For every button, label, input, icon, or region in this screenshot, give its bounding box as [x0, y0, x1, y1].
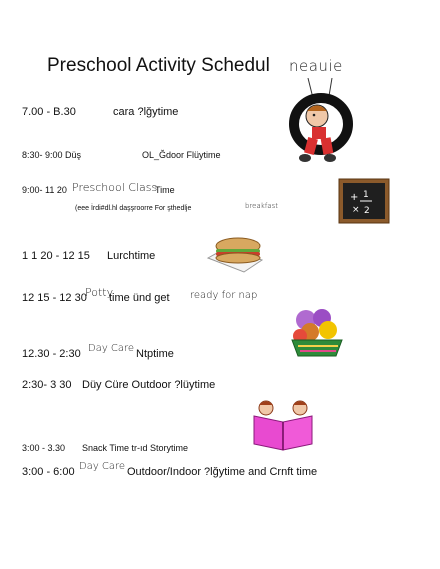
chalkboard-math-icon [338, 178, 390, 224]
row-6-handwritten: Day Care [88, 343, 135, 354]
svg-text:1: 1 [363, 190, 369, 200]
row-8-time: 3:00 - 3.30 [22, 443, 66, 453]
row-6-activity: Ntptime [136, 348, 174, 360]
row-3-handwritten: Preschool Class [72, 181, 158, 194]
svg-text:2: 2 [364, 206, 370, 216]
row-9-handwritten: Day Care [79, 461, 126, 472]
kid-on-tire-swing-icon [284, 78, 356, 170]
row-3-activity: Time [155, 185, 175, 195]
row-2-time: 8:30- 9:00 Düş [22, 150, 82, 160]
svg-text:+: + [350, 192, 359, 203]
row-3-note: (eee İrdi#dl.hl daşşroorre For şthedlje [75, 205, 192, 212]
row-6-time: 12.30 - 2:30 [22, 348, 81, 360]
svg-text:×: × [352, 205, 360, 215]
row-2-activity: OL_Ğdoor Flüytime [142, 150, 221, 160]
row-1-activity: cara ?lğytime [113, 106, 179, 118]
row-5-activity: time ünd get [109, 292, 170, 304]
row-4-activity: Lurchtime [107, 250, 156, 262]
row-5-time: 12 15 - 12 30 [22, 292, 87, 304]
row-5-handwritten: Potty [85, 286, 114, 299]
title-handwritten: neauie [289, 57, 343, 75]
page-title: Preschool Activity Schedul [47, 55, 270, 76]
row-3-note-handwritten: breakfast [245, 202, 278, 210]
row-9-activity: Outdoor/Indoor ?lğytime and Crnft time [127, 466, 318, 478]
row-3-time: 9:00- 11 20 [22, 185, 67, 195]
row-4-time: 1 1 20 - 12 15 [22, 250, 90, 262]
row-1-time: 7.00 - B.30 [22, 106, 76, 118]
sandwich-icon [204, 232, 266, 274]
row-9-time: 3:00 - 6:00 [22, 466, 75, 478]
row-7-activity: Düy Cüre Outdoor ?lüytime [82, 379, 216, 391]
fruit-basket-icon [288, 306, 346, 360]
kids-reading-book-icon [250, 398, 318, 454]
row-8-activity: Snack Time tr-ıd Storytime [82, 443, 189, 453]
row-7-time: 2:30- 3 30 [22, 379, 72, 391]
row-5-activity-handwritten: ready for nap [190, 290, 258, 301]
